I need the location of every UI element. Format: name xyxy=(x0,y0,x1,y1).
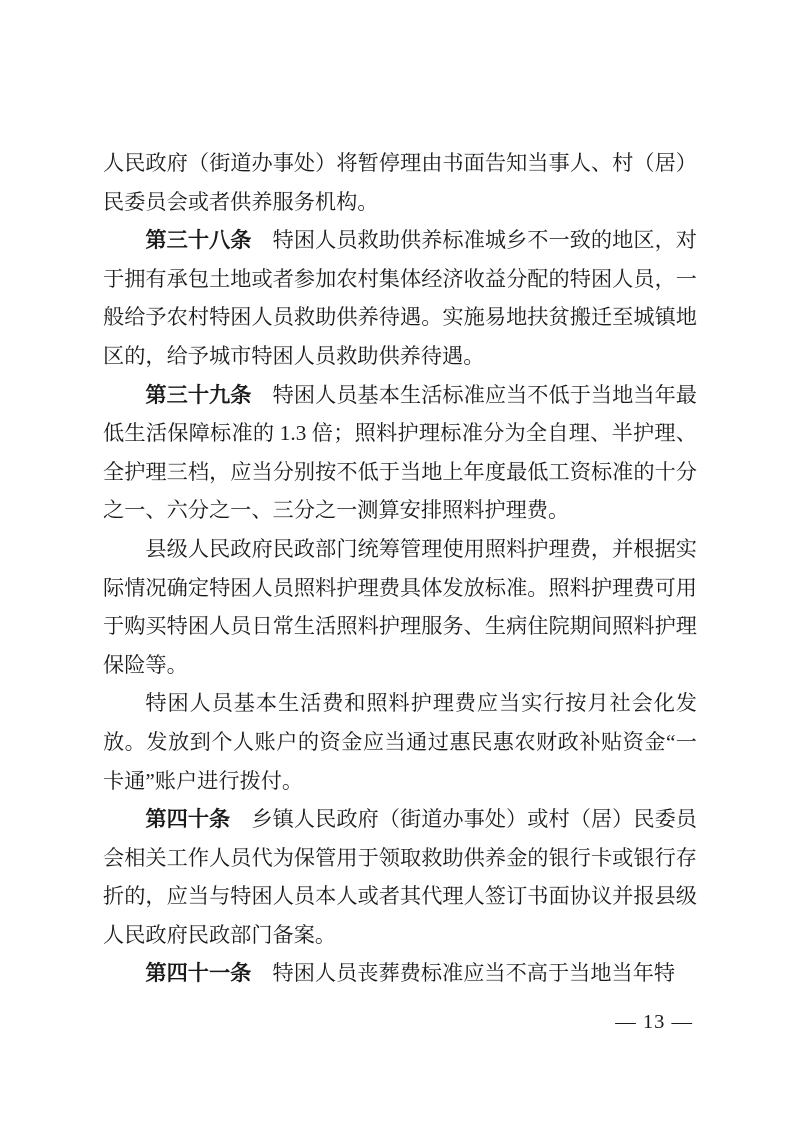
paragraph xyxy=(103,684,697,800)
paragraph xyxy=(103,954,697,993)
article-number: 第三十九条 xyxy=(145,382,252,407)
paragraph xyxy=(103,144,697,221)
paragraph-text: 特困人员救助供养标准城乡不一致的地区，对于拥有承包土地或者参加农村集体经济收益分配的特困人员，一般给予农村特困人员救助供养待遇。实施易地扶贫搬迁至城镇地区的，给予城市特困人员救助供养待遇。 xyxy=(103,228,697,368)
paragraph xyxy=(103,800,697,954)
paragraph xyxy=(103,221,697,375)
article-number: 第四十一条 xyxy=(145,961,252,986)
page-number: — 13 — xyxy=(615,1011,693,1033)
article-number: 第三十八条 xyxy=(145,228,252,253)
paragraph-text: 乡镇人民政府（街道办事处）或村（居）民委员会相关工作人员代为保管用于领取救助供养金的银行卡或银行存折的，应当与特困人员本人或者其代理人签订书面协议并报县级人民政府民政部门备案。 xyxy=(103,807,697,947)
article-number: 第四十条 xyxy=(145,807,231,832)
paragraph xyxy=(103,376,697,530)
paragraph-text: 县级人民政府民政部门统筹管理使用照料护理费，并根据实际情况确定特困人员照料护理费具体发放标准。照料护理费可用于购买特困人员日常生活照料护理服务、生病住院期间照料护理保险等。 xyxy=(103,536,697,677)
document-body xyxy=(103,144,697,993)
paragraph-text: 人民政府（街道办事处）将暂停理由书面告知当事人、村（居）民委员会或者供养服务机构。 xyxy=(103,151,697,214)
paragraph-text: 特困人员丧葬费标准应当不高于当地当年特 xyxy=(272,961,676,986)
paragraph-text: 特困人员基本生活费和照料护理费应当实行按月社会化发放。发放到个人账户的资金应当通过惠民惠农财政补贴资金“一卡通”账户进行拨付。 xyxy=(103,691,697,793)
paragraph xyxy=(103,530,697,684)
paragraph-text: 特困人员基本生活标准应当不低于当地当年最低生活保障标准的 1.3 倍；照料护理标准分为全自理、半护理、全护理三档，应当分别按不低于当地上年度最低工资标准的十分之一、六分之一、三分之一测算安排照料护理费。 xyxy=(103,382,697,523)
